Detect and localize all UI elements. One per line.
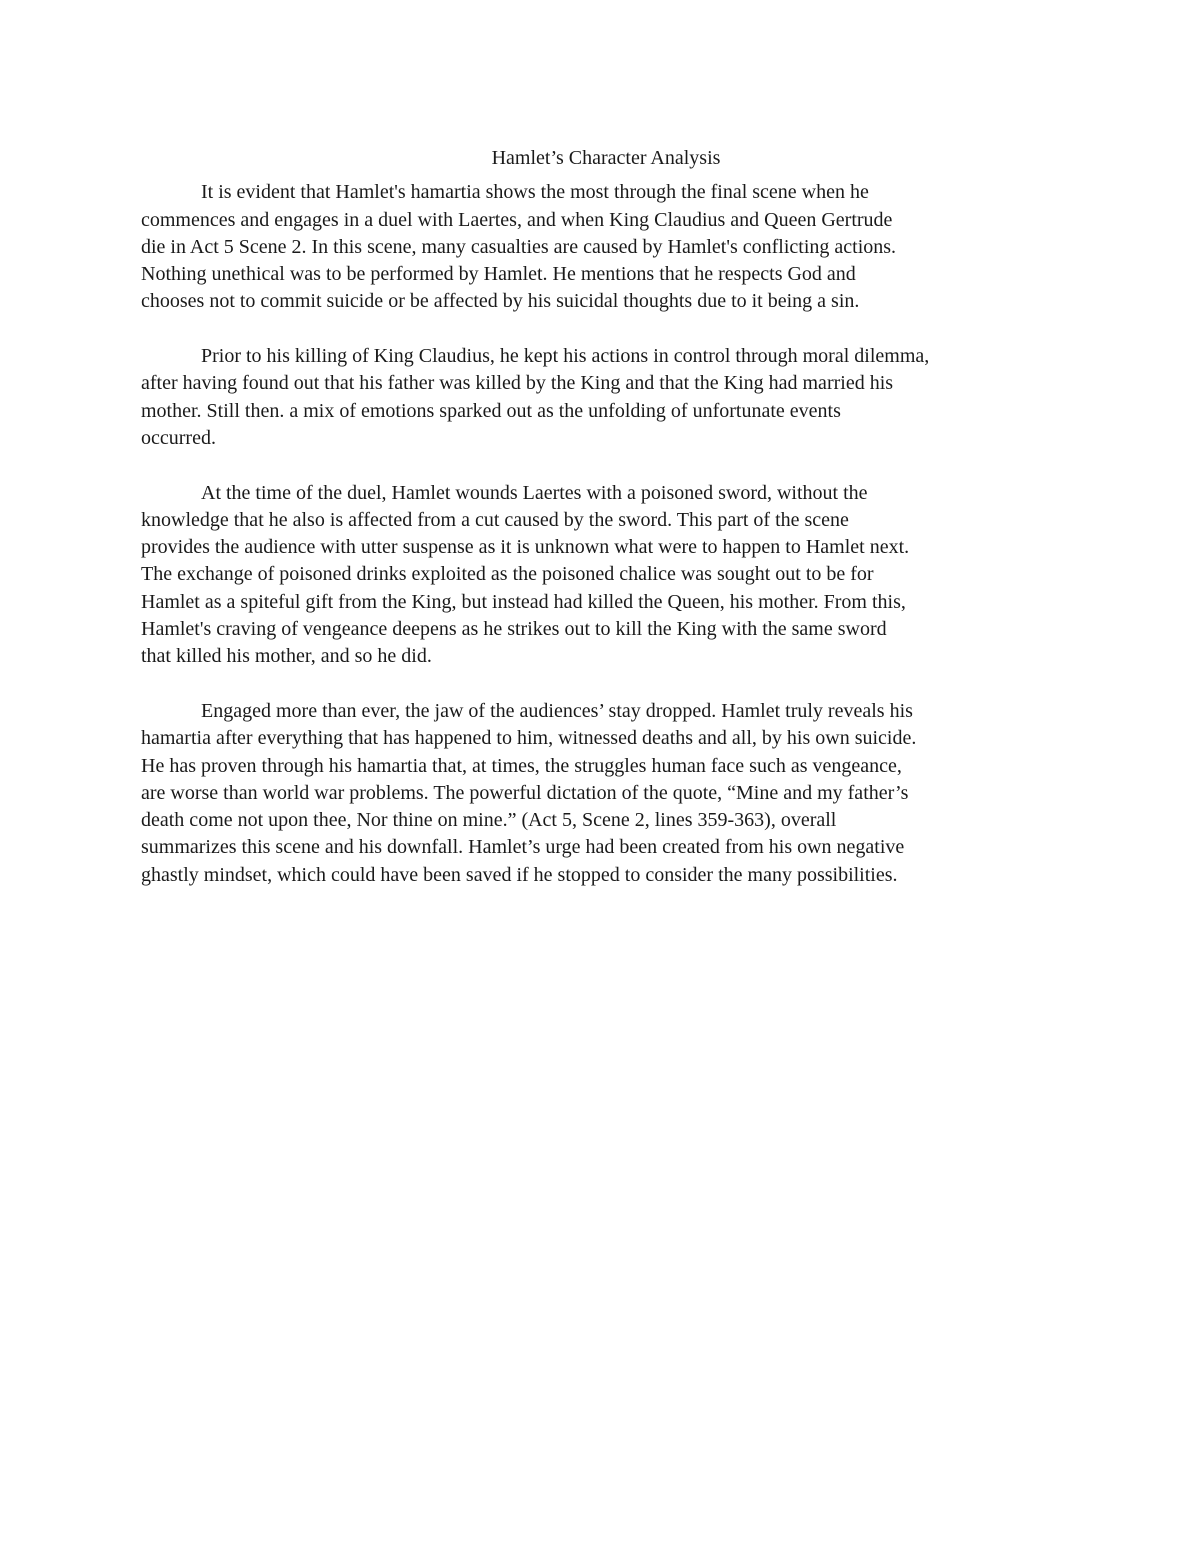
paragraph-line: It is evident that Hamlet's hamartia shows the most through the final scene when he <box>201 181 869 204</box>
paragraph-line: Hamlet as a spiteful gift from the King, but instead had killed the Queen, his mother. From this, <box>141 590 906 613</box>
paragraph-line: are worse than world war problems. The powerful dictation of the quote, “Mine and my father’s <box>141 781 909 804</box>
document-body <box>141 145 1071 916</box>
paragraph-line: ghastly mindset, which could have been saved if he stopped to consider the many possibilities. <box>141 863 898 886</box>
paragraph-line: Nothing unethical was to be performed by Hamlet. He mentions that he respects God and <box>141 263 856 286</box>
document-title: Hamlet’s Character Analysis <box>491 147 721 169</box>
paragraph-line: At the time of the duel, Hamlet wounds Laertes with a poisoned sword, without the <box>201 481 868 504</box>
paragraph-line: hamartia after everything that has happened to him, witnessed deaths and all, by his own suicide. <box>141 727 917 750</box>
paragraph-line: death come not upon thee, Nor thine on mine.” (Act 5, Scene 2, lines 359-363), overall <box>141 809 837 832</box>
paragraph-line: Prior to his killing of King Claudius, he kept his actions in control through moral dilemma, <box>201 345 930 368</box>
paragraph-line: provides the audience with utter suspense as it is unknown what were to happen to Hamlet next. <box>141 536 910 559</box>
paragraph-3 <box>141 480 1071 671</box>
paragraph-line: He has proven through his hamartia that, at times, the struggles human face such as vengeance, <box>141 754 902 777</box>
paragraph-line: occurred. <box>141 426 216 449</box>
paragraph-line: that killed his mother, and so he did. <box>141 645 432 668</box>
paragraph-line: after having found out that his father was killed by the King and that the King had married his <box>141 372 894 395</box>
paragraph-line: Hamlet's craving of vengeance deepens as he strikes out to kill the King with the same sword <box>141 618 887 641</box>
paragraph-2 <box>141 343 1071 452</box>
paragraph-line: The exchange of poisoned drinks exploited as the poisoned chalice was sought out to be for <box>141 563 874 586</box>
paragraph-line: Engaged more than ever, the jaw of the audiences’ stay dropped. Hamlet truly reveals his <box>201 699 913 722</box>
paragraph-line: knowledge that he also is affected from a cut caused by the sword. This part of the scene <box>141 508 849 531</box>
paragraph-line: chooses not to commit suicide or be affected by his suicidal thoughts due to it being a sin. <box>141 290 860 313</box>
paragraph-1 <box>141 179 1071 315</box>
paragraph-line: mother. Still then. a mix of emotions sparked out as the unfolding of unfortunate events <box>141 399 841 422</box>
paragraph-line: summarizes this scene and his downfall. Hamlet’s urge had been created from his own negative <box>141 836 905 859</box>
paragraph-line: commences and engages in a duel with Laertes, and when King Claudius and Queen Gertrude <box>141 208 893 231</box>
paragraph-line: die in Act 5 Scene 2. In this scene, many casualties are caused by Hamlet's conflicting actions. <box>141 235 897 258</box>
paragraph-4 <box>141 698 1071 889</box>
